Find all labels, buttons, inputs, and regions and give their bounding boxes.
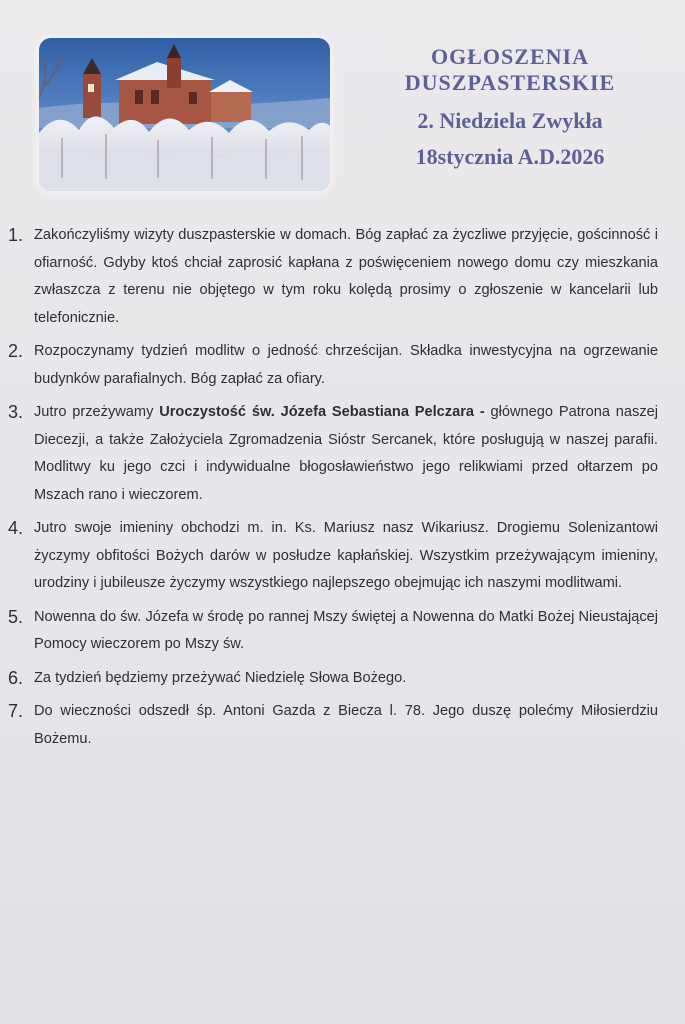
item-number: 6. — [8, 667, 24, 688]
item-text — [34, 399, 658, 509]
item-text: Do wieczności odszedł śp. Antoni Gazda z Biecza l. 78. Jego duszę polećmy Miłosierdziu Bożemu. — [34, 703, 658, 747]
item-number: 4. — [8, 518, 24, 538]
header-title-line1: OGŁOSZENIA — [431, 44, 589, 69]
item-text: Zakończyliśmy wizyty duszpasterskie w domach. Bóg zapłać za życzliwe przyjęcie, gościnność i ofiarność. Gdyby ktoś chciał zaprosić kapłana z poświęceniem nowego domu czy mieszkania zwłaszcza z terenu nie objętego w tym roku kolędą prosimy o zgłoszenie w kancelarii lub telefonicznie. — [34, 227, 658, 326]
item-text: Nowenna do św. Józefa w środę po rannej Mszy świętej a Nowenna do Matki Bożej Nieustającej Pomocy wieczorem po Mszy św. — [34, 608, 658, 652]
item-number: 5. — [8, 606, 24, 627]
item-text: Rozpoczynamy tydzień modlitw o jedność chrześcijan. Składka inwestycyjna na ogrzewanie budynków parafialnych. Bóg zapłać za ofiary. — [34, 343, 658, 387]
item-number: 3. — [8, 402, 24, 422]
announcement-list — [8, 222, 658, 759]
item-text-intro: Jutro przeżywamy — [34, 404, 160, 420]
announcement-header — [370, 44, 650, 170]
announcement-item-2 — [8, 338, 658, 393]
item-text-rest: głównego Patrona naszej Diecezji, a także Założyciela Zgromadzenia Sióstr Sercanek, które posługują w naszej parafii. Modlitwy ku jego czci i indywidualne błogosławieństwo jego relikwiami przed ołtarzem po Mszach rano i wieczorem. — [34, 404, 658, 503]
item-number: 2. — [8, 341, 24, 361]
header-title-line2: DUSZPASTERSKIE — [404, 70, 616, 95]
announcement-item-3 — [8, 399, 658, 509]
item-text: Za tydzień będziemy przeżywać Niedzielę Słowa Bożego. — [34, 669, 407, 686]
item-text: Jutro swoje imieniny obchodzi m. in. Ks. Mariusz nasz Wikariusz. Drogiemu Solenizantowi życzymy obfitości Bożych darów w posłudze kapłańskiej. Wszystkim przeżywającym imieniny, urodziny i jubileusze życzymy wszystkiego najlepszego obejmując ich naszymi modlitwami. — [34, 520, 658, 591]
header-sunday-name: 2. Niedziela Zwykła — [417, 108, 603, 133]
item-text-feast-name: Uroczystość św. Józefa Sebastiana Pelczara - — [159, 404, 485, 420]
header-date: 18stycznia A.D.2026 — [415, 144, 605, 169]
announcement-item-4 — [8, 515, 658, 598]
item-number: 7. — [8, 701, 24, 721]
item-number: 1. — [8, 225, 24, 245]
church-winter-photo — [39, 38, 330, 191]
announcement-item-5 — [8, 604, 658, 659]
announcement-item-6 — [8, 665, 658, 693]
announcement-item-7 — [8, 698, 658, 753]
announcement-item-1 — [8, 222, 658, 332]
